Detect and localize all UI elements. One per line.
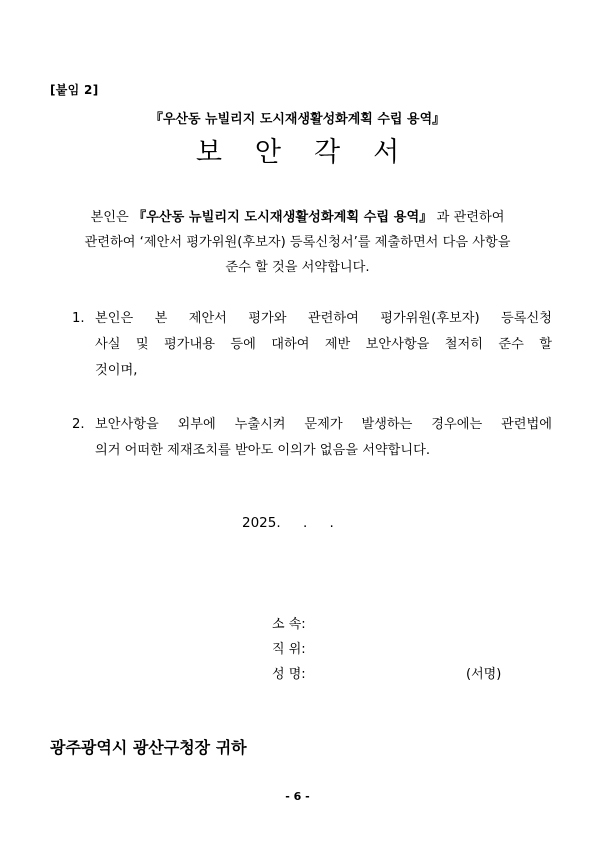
addressee: 광주광역시 광산구청장 귀하 <box>50 738 247 757</box>
page-number: - 6 - <box>285 790 310 803</box>
project-title: 『우산동 뉴빌리지 도시재생활성화계획 수립 용역』 <box>149 112 446 127</box>
pledge-item-line: 의거 어떠한 제재조치를 받아도 이의가 없음을 서약합니다. <box>95 443 431 458</box>
intro-line-1 <box>40 205 555 230</box>
pledge-item-1 <box>72 306 552 384</box>
signature-label: (서명) <box>466 667 502 682</box>
document-title: 보안각서 <box>195 137 433 168</box>
pledge-item-number: 1. <box>72 311 85 326</box>
pledge-item-2 <box>72 412 552 464</box>
pledge-item-line: 본인은 본 제안서 평가와 관련하여 평가위원(후보자) 등록신청 <box>95 311 552 326</box>
pledge-item-line: 것이며, <box>95 363 138 378</box>
intro-project-name: 『우산동 뉴빌리지 도시재생활성화계획 수립 용역』 <box>132 210 433 225</box>
intro-line-3: 준수 할 것을 서약합니다. <box>225 260 370 275</box>
name-label: 성 명: <box>272 667 306 682</box>
pledge-item-line: 보안사항을 외부에 누출시켜 문제가 발생하는 경우에는 관련법에 <box>95 417 552 432</box>
intro-suffix: 과 관련하여 <box>432 210 505 225</box>
position-label: 직 위: <box>272 642 306 657</box>
intro-prefix: 본인은 <box>90 210 133 225</box>
pledge-item-number: 2. <box>72 417 85 432</box>
attachment-label: [붙임 2] <box>50 83 99 97</box>
intro-line-2: 관련하여 ‘제안서 평가위원(후보자) 등록신청서’를 제출하면서 다음 사항을 <box>84 235 511 250</box>
pledge-item-line: 사실 및 평가내용 등에 대하여 제반 보안사항을 철저히 준수 할 <box>95 337 552 352</box>
pledge-date: 2025. . . <box>242 515 334 531</box>
affiliation-label: 소 속: <box>272 617 306 632</box>
